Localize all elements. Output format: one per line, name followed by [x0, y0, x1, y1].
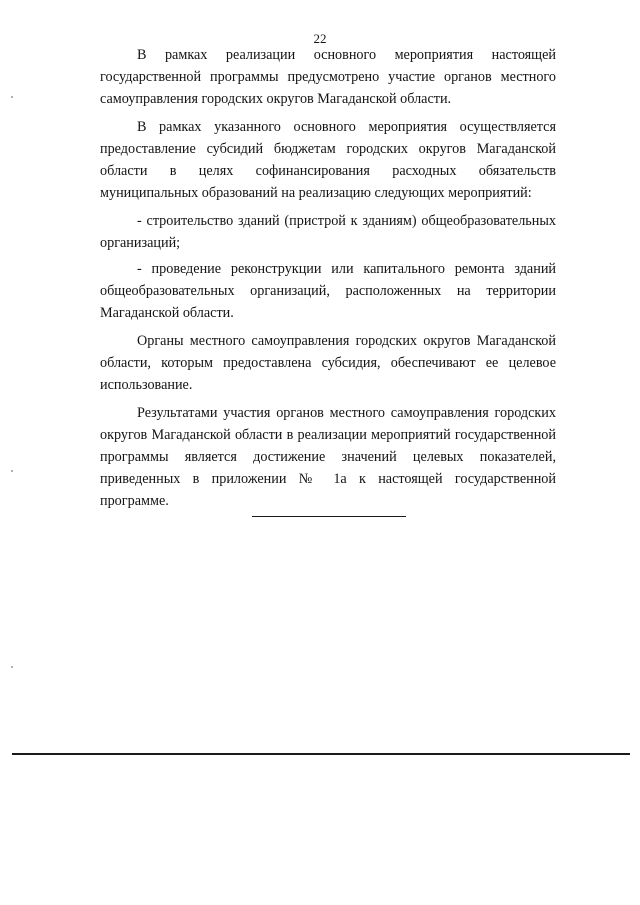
paragraph-target-use: Органы местного самоуправления городских округов Магаданской области, которым предоставлена субсидия, обеспечивают ее целевое использование.: [100, 333, 556, 393]
scan-artifact: [11, 470, 13, 472]
paragraph-subsidies: В рамках указанного основного мероприятия осуществляется предоставление субсидий бюджетам городских округов Магаданской области в целях софинансирования расходных обязательств муниципальных образований на реализацию следующих мероприятий:: [100, 119, 556, 201]
paragraph-results: Результатами участия органов местного самоуправления городских округов Магаданской области в реализации мероприятий государственной программы является достижение значений целевых показателей, приведенных в приложении № 1а к настоящей государственной программе.: [100, 405, 556, 509]
paragraph-participation: В рамках реализации основного мероприятия настоящей государственной программы предусмотрено участие органов местного самоуправления городских округов Магаданской области.: [100, 47, 556, 107]
scan-artifact: [11, 666, 13, 668]
document-body: [100, 44, 556, 512]
page-number: 22: [313, 31, 327, 46]
list-item-construction: - строительство зданий (пристрой к зданиям) общеобразовательных организаций;: [100, 213, 556, 251]
footer-divider: [12, 753, 630, 755]
scan-artifact: [11, 96, 13, 98]
end-of-text-divider: [252, 516, 406, 517]
list-item-reconstruction: - проведение реконструкции или капитального ремонта зданий общеобразовательных организаций, расположенных на территории Магаданской области.: [100, 261, 556, 321]
